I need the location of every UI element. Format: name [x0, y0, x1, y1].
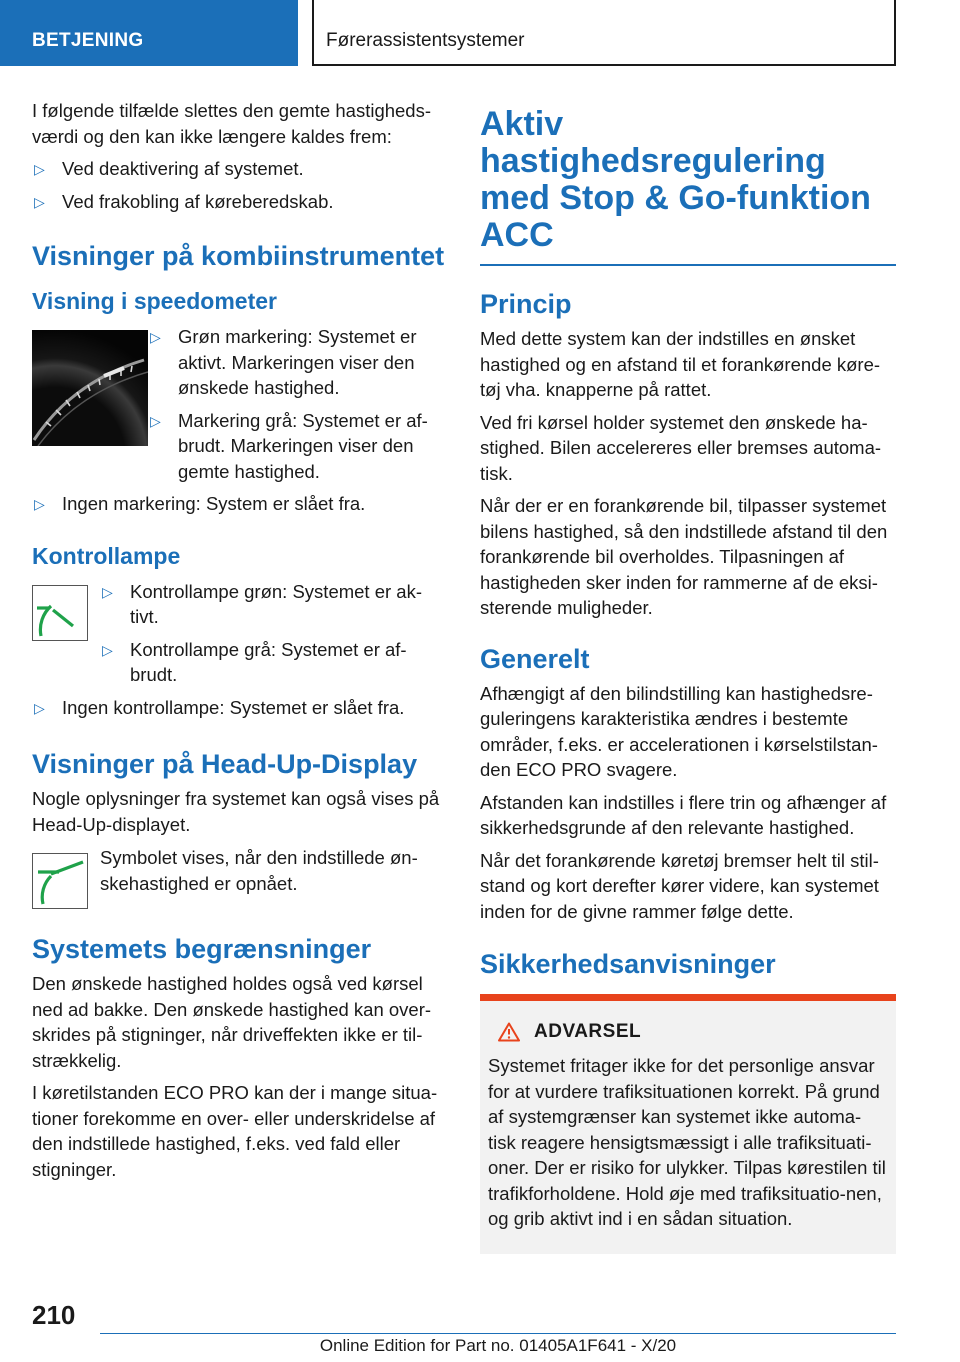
- kontrollampe-row: [32, 579, 448, 688]
- triangle-bullet-icon: ▷: [34, 161, 45, 177]
- hud-symbol-text: Symbolet vises, når den indstillede øn‐skehastighed er opnået.: [100, 847, 418, 894]
- list-item: ▷ Grøn markering: Systemet er aktivt. Markeringen viser den ønskede hastighed.: [150, 326, 417, 398]
- heading-generelt: Generelt: [480, 643, 590, 674]
- warning-header: [498, 1021, 888, 1043]
- generelt-paragraph-2: Afstanden kan indstilles i flere trin og afhænger af sikkerhedsgrunde af den relevante hastighed.: [480, 791, 887, 838]
- triangle-bullet-icon: ▷: [102, 583, 113, 600]
- limits-paragraph-1: Den ønskede hastighed holdes også ved kørsel ned ad bakke. Den ønskede hastighed kan over‐skrides på stigninger, når driveffekten ikke er til‐strækkelig.: [32, 973, 432, 1071]
- list-item: ▷ Ingen kontrollampe: Systemet er slået fra.: [32, 695, 448, 721]
- kontrollampe-image: [32, 585, 88, 641]
- heading-princip: Princip: [480, 289, 572, 319]
- speedometer-image: [32, 330, 148, 446]
- warning-text: Systemet fritager ikke for det personlige ansvar for at vurdere trafiksituationen korrekt. På grund af systemgrænser kan systemet ikke automa‐tisk reagere hensigtsmæssigt i alle trafiksituati‐oner. Der er risiko for ulykker. Tilpas kørestilen til trafikforholdene. Hold øje med trafiksituatio‐nen, og grib aktivt ind i en sådan situation.: [488, 1055, 886, 1229]
- footer-edition: Online Edition for Part no. 01405A1F641 - X/20: [319, 1336, 677, 1355]
- triangle-bullet-icon: ▷: [34, 699, 45, 716]
- intro-list: [32, 156, 448, 214]
- heading-head-up-display: Visninger på Head-Up-Display: [32, 749, 418, 779]
- princip-paragraph-3: Når der er en forankørende bil, tilpasser systemet bilens hastighed, så den indstillede afstand til den forankørende bil overholdes. Tilpasningen af hastigheden sker inden for rammerne af de eksi‐sterende muligheder.: [480, 495, 888, 618]
- heading-safety: Sikkerhedsanvisninger: [480, 949, 776, 979]
- speedometer-icon: [32, 330, 148, 446]
- left-column: [32, 98, 448, 1189]
- list-item: ▷ Markering grå: Systemet er af‐brudt. Markeringen viser den gemte hastighed.: [150, 409, 428, 482]
- kontrollampe-list-last: [32, 695, 448, 721]
- heading-limits: Systemets begrænsninger: [32, 934, 372, 964]
- princip-paragraph-2: Ved fri kørsel holder systemet den ønskede ha‐stighed. Bilen accelereres eller bremses automa‐tisk.: [480, 411, 882, 484]
- heading-speedometer: Visning i speedometer: [32, 288, 277, 314]
- speed-gauge-green-icon: [33, 854, 87, 908]
- warning-box: [480, 994, 896, 1254]
- list-item: ▷ Kontrollampe grå: Systemet er af‐brudt.: [102, 638, 407, 685]
- speedometer-row: [32, 324, 448, 484]
- speed-gauge-green-icon: [33, 586, 87, 640]
- hud-symbol-row: [32, 845, 448, 905]
- generelt-paragraph-3: Når det forankørende køretøj bremser helt til stil‐stand og kort derefter kører videre, kan systemet inden for de givne rammer følge dette.: [480, 849, 879, 922]
- heading-kombi: Visninger på kombiinstrumentet: [32, 241, 445, 271]
- list-item: ▷ Ved deaktivering af systemet.: [32, 156, 448, 182]
- right-column: [480, 106, 896, 1254]
- section-tab: BETJENING: [0, 0, 298, 66]
- hud-paragraph: Nogle oplysninger fra systemet kan også vises på Head-Up-displayet.: [32, 788, 440, 835]
- heading-kontrollampe: Kontrollampe: [32, 542, 181, 569]
- section-title: Aktiv hastighedsregulering med Stop & Go-funktion ACC: [480, 106, 896, 266]
- speedometer-list: [148, 324, 448, 484]
- footer-divider: [100, 1333, 896, 1334]
- intro-paragraph: I følgende tilfælde slettes den gemte hastigheds‐værdi og den kan ikke længere kaldes frem:: [32, 100, 432, 147]
- list-item: ▷ Ved frakobling af køreberedskab.: [32, 189, 448, 215]
- page-number: 210: [32, 1300, 76, 1330]
- list-item: ▷ Ingen markering: System er slået fra.: [32, 491, 448, 517]
- hud-symbol-image: [32, 853, 88, 909]
- triangle-bullet-icon: ▷: [150, 412, 161, 429]
- kontrollampe-list: [100, 579, 448, 688]
- list-item: ▷ Kontrollampe grøn: Systemet er ak‐tivt.: [102, 580, 422, 627]
- chapter-tab: Førerassistentsystemer: [312, 0, 896, 66]
- page-header: [0, 0, 960, 66]
- speedometer-list-last: [32, 491, 448, 517]
- princip-paragraph-1: Med dette system kan der indstilles en ønsket hastighed og en afstand til et forankørende køre‐tøj vha. knapperne på rattet.: [480, 328, 881, 400]
- triangle-bullet-icon: ▷: [150, 329, 161, 345]
- limits-paragraph-2: I køretilstanden ECO PRO kan der i mange situa‐tioner forekomme en over- eller underskridelse af den indstillede hastighed, f.eks. ved fald eller stigninger.: [32, 1082, 438, 1180]
- generelt-paragraph-1: Afhængigt af den bilindstilling kan hastighedsre‐guleringens karakteristika ændres i bestemte områder, f.eks. er accelerationen i kørselstilstan‐den ECO PRO svagere.: [480, 682, 878, 780]
- triangle-bullet-icon: ▷: [102, 641, 113, 658]
- warning-title: ADVARSEL: [534, 1021, 642, 1042]
- triangle-bullet-icon: ▷: [34, 193, 45, 210]
- triangle-bullet-icon: ▷: [34, 496, 45, 512]
- warning-triangle-icon: [498, 1022, 520, 1042]
